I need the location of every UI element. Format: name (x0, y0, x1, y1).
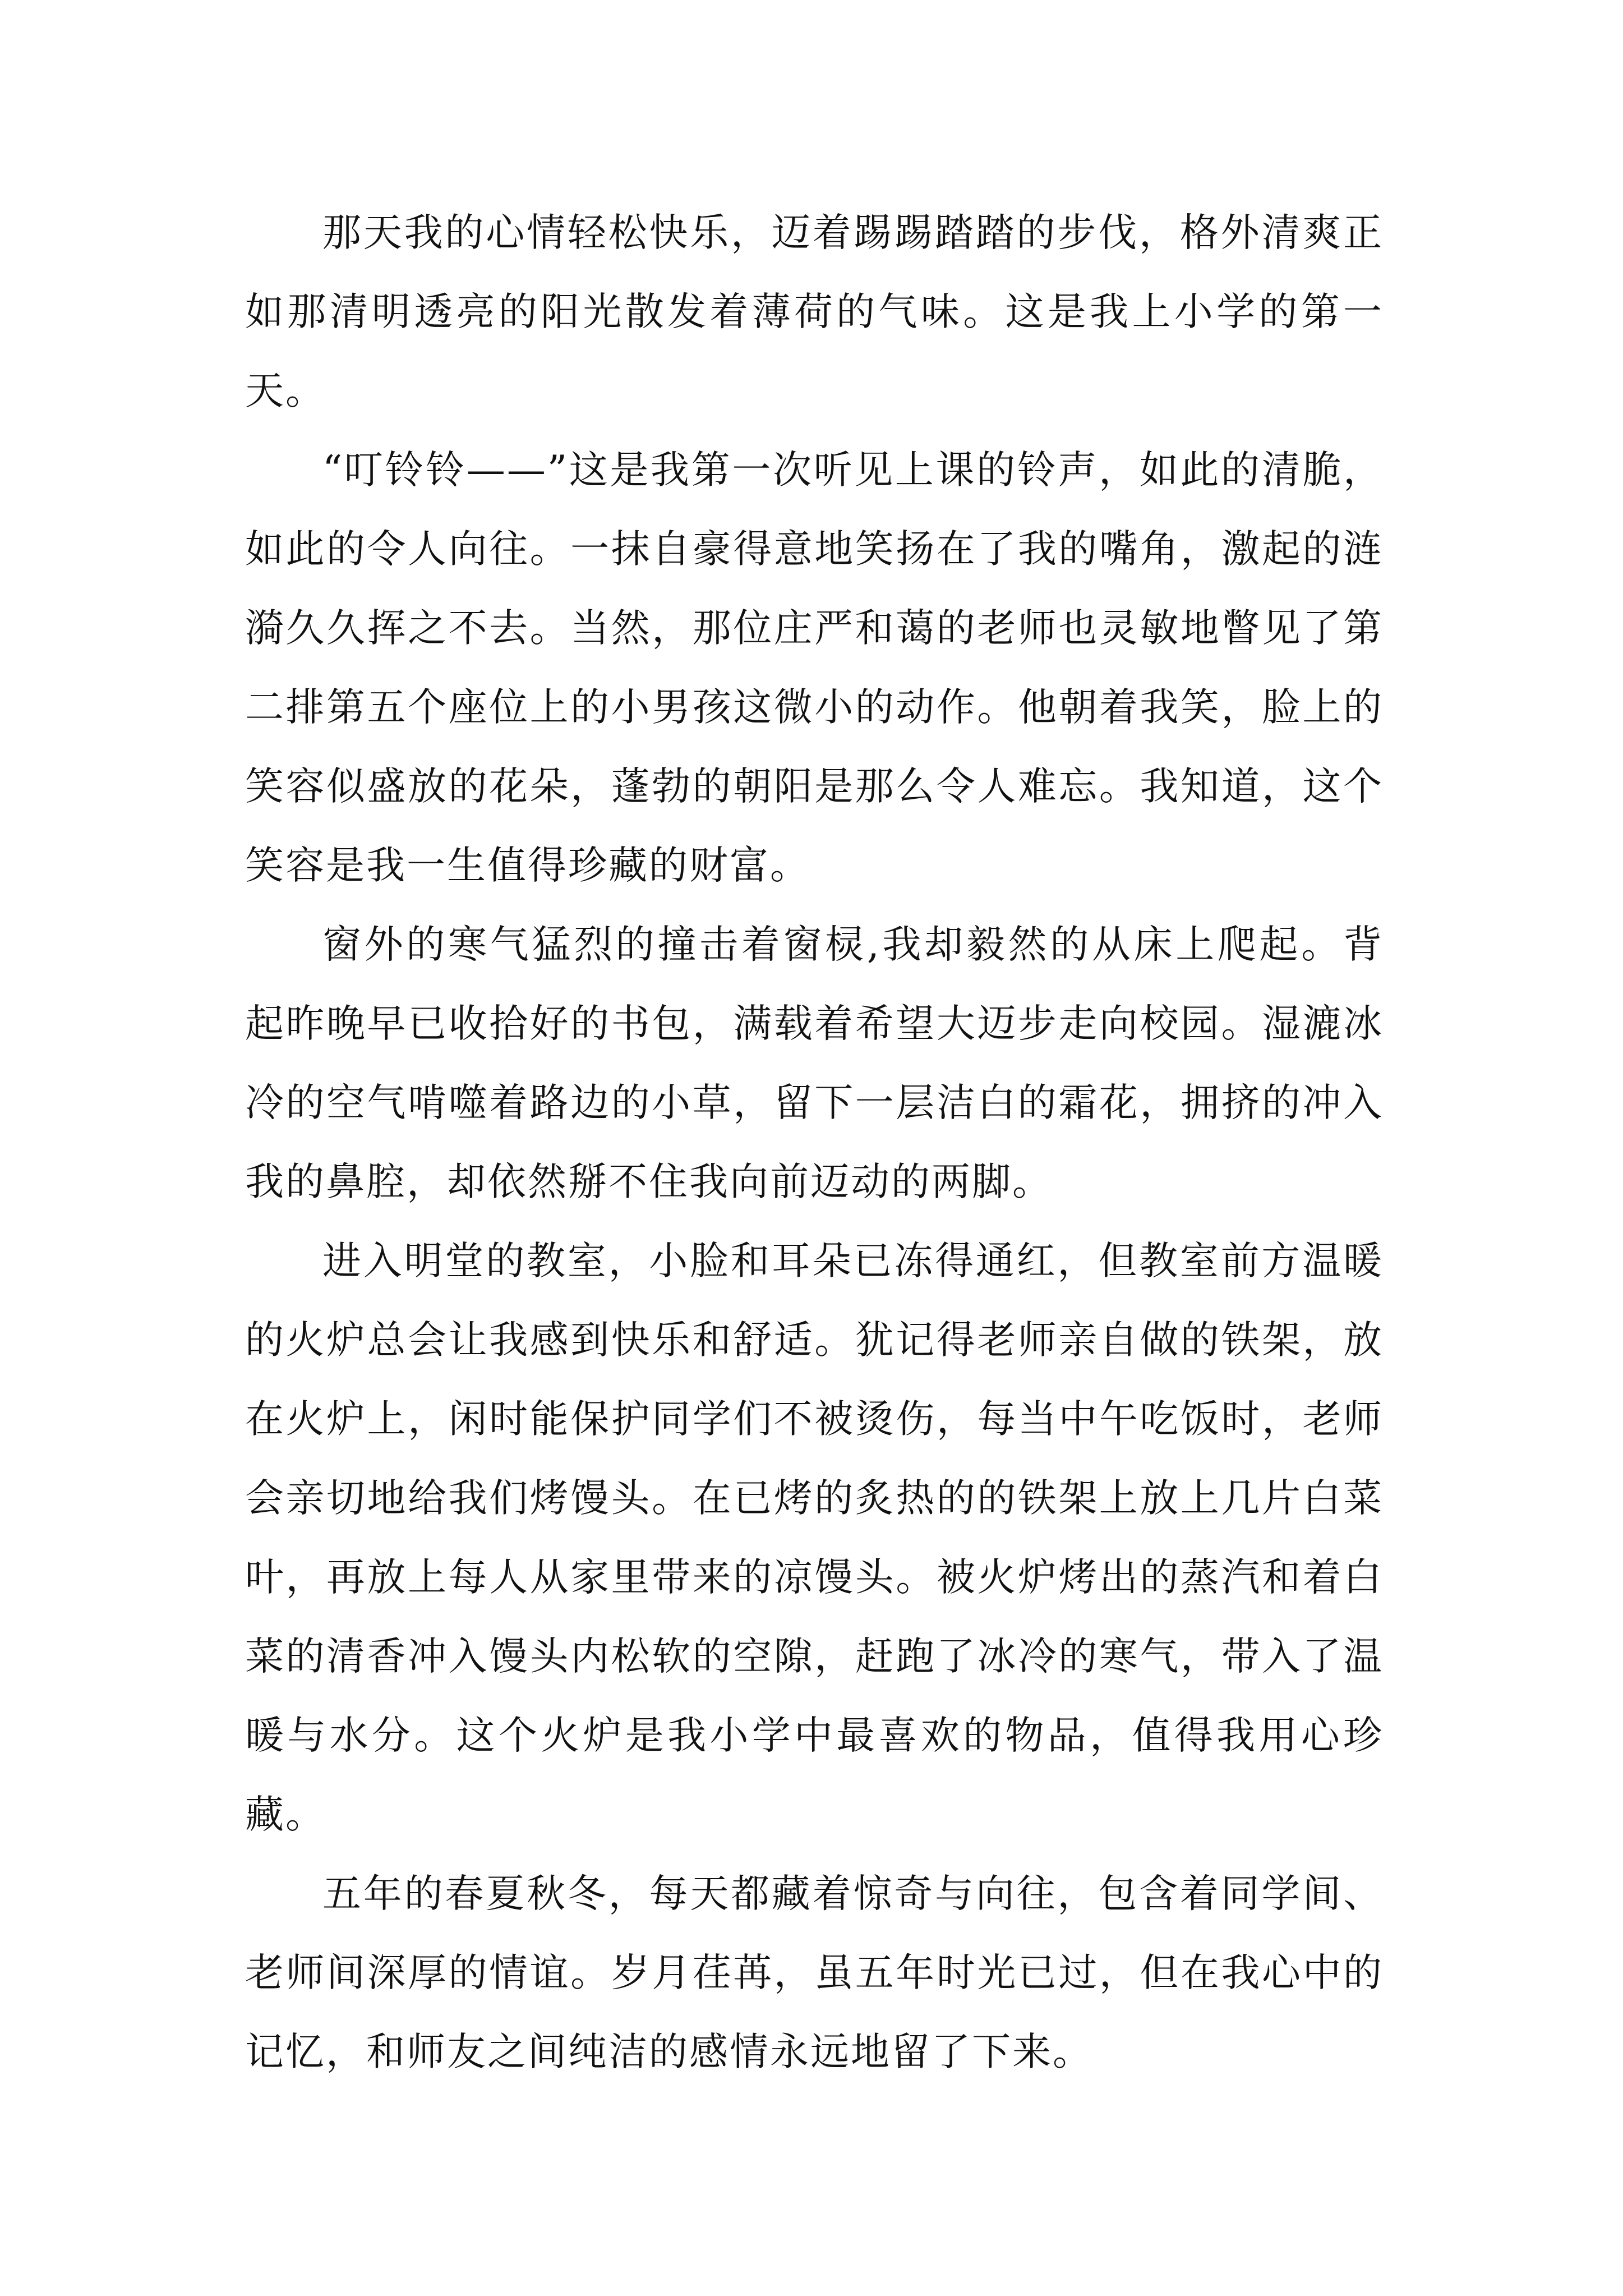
essay-body (245, 194, 1384, 2092)
paragraph-five-years: 五年的春夏秋冬，每天都藏着惊奇与向往，包含着同学间、老师间深厚的情谊。岁月荏苒，虽五年时光已过，但在我心中的记忆，和师友之间纯洁的感情永远地留了下来。 (245, 1871, 1384, 2074)
paragraph-first-day: 那天我的心情轻松快乐，迈着踢踢踏踏的步伐，格外清爽正如那清明透亮的阳光散发着薄荷的气味。这是我上小学的第一天。 (245, 210, 1384, 413)
paragraph-school-bell: “叮铃铃——”这是我第一次听见上课的铃声，如此的清脆，如此的令人向往。一抹自豪得意地笑扬在了我的嘴角，激起的涟漪久久挥之不去。当然，那位庄严和蔼的老师也灵敏地瞥见了第二排第五个座位上的小男孩这微小的动作。他朝着我笑，脸上的笑容似盛放的花朵，蓬勃的朝阳是那么令人难忘。我知道，这个笑容是我一生值得珍藏的财富。 (245, 448, 1384, 888)
paragraph-winter-morning: 窗外的寒气猛烈的撞击着窗棂,我却毅然的从床上爬起。背起昨晚早已收拾好的书包，满载着希望大迈步走向校园。湿漉冰冷的空气啃噬着路边的小草，留下一层洁白的霜花，拥挤的冲入我的鼻腔，却依然掰不住我向前迈动的两脚。 (245, 922, 1384, 1204)
paragraph-classroom-stove: 进入明堂的教室，小脸和耳朵已冻得通红，但教室前方温暖的火炉总会让我感到快乐和舒适。犹记得老师亲自做的铁架，放在火炉上，闲时能保护同学们不被烫伤，每当中午吃饭时，老师会亲切地给我们烤馒头。在已烤的炙热的的铁架上放上几片白菜叶，再放上每人从家里带来的凉馒头。被火炉烤出的蒸汽和着白菜的清香冲入馒头内松软的空隙，赶跑了冰冷的寒气，带入了温暖与水分。这个火炉是我小学中最喜欢的物品，值得我用心珍藏。 (245, 1239, 1384, 1837)
